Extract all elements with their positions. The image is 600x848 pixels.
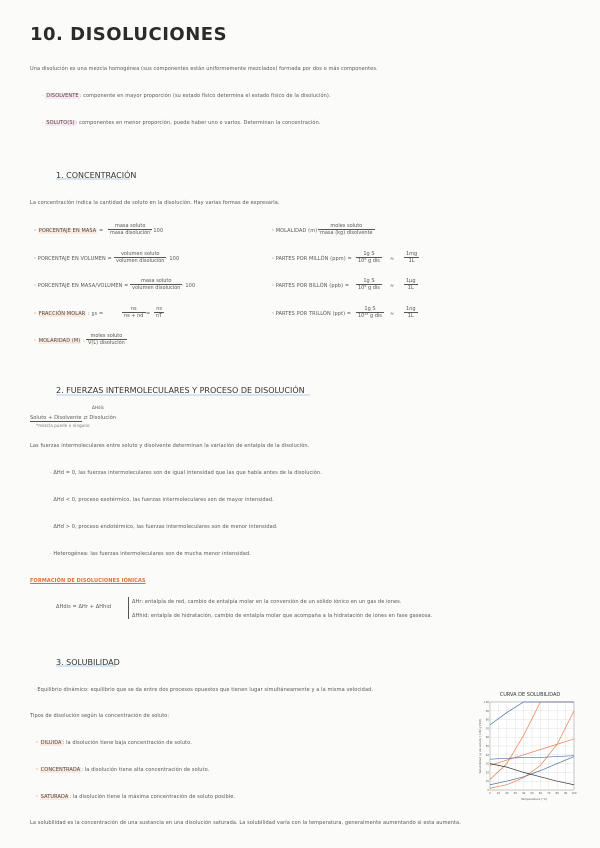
chart-xtick-label: 10 xyxy=(496,792,501,795)
ppb-fraction-2: 1µg 1L xyxy=(406,278,416,291)
equilibrio-line: · Equilibrio dinámico: equilibrio que se da entre dos procesos opuestos que tienen lugar simultáneamente y a la misma velocidad. xyxy=(34,687,374,693)
diluida-line: · DILUIDA: la disolución tiene baja concentración de soluto. xyxy=(36,740,192,746)
entalpia-bullet-2: · ΔHd < 0, proceso exotérmico, las fuerzas intermoleculares son de mayor intensidad. xyxy=(50,497,274,503)
chart-grid xyxy=(490,702,574,790)
chart-xtick-label: 50 xyxy=(530,792,534,795)
section2-title: 2. FUERZAS INTERMOLECULARES Y PROCESO DE DISOLUCIÓN xyxy=(56,386,305,395)
solutos-line xyxy=(42,120,321,126)
ppt-fraction-2: $\frac{1ng}{1L}$ xyxy=(406,306,416,319)
bullet-icon: · xyxy=(42,93,44,99)
porcentaje-volumen-mult: · 100 xyxy=(166,256,180,262)
chart-ytick-label: 70 xyxy=(485,727,489,731)
ppm-approx: ≈ xyxy=(390,256,395,262)
disolvente-label: DISOLVENTE xyxy=(46,93,79,99)
ppm-fraction-1: 1g S 10⁶ g dis xyxy=(358,251,380,264)
section1-title: 1. CONCENTRACIÓN xyxy=(56,171,137,180)
porcentaje-masa-fraction: masa soluto masa disolución xyxy=(110,223,151,236)
fraccion-molar-fraction-1: $\frac{ns}{ns + nd}$ xyxy=(124,306,144,319)
chart-xtick-label: 0 xyxy=(489,792,491,795)
chart-ytick-label: 60 xyxy=(485,736,489,740)
fraccion-molar-eq: = xyxy=(146,311,151,317)
section3-title: 3. SOLUBILIDAD xyxy=(56,658,120,667)
chart-ytick-label: 90 xyxy=(485,709,489,713)
chart-xlabel: Temperatura (°C) xyxy=(521,797,547,801)
entalpia-bullet-4: · Heterogénea: las fuerzas intermoleculares son de mucha menor intensidad. xyxy=(50,551,251,557)
chart-ytick-label: 100 xyxy=(484,701,489,704)
porcentaje-mv-mult: · 100 xyxy=(182,283,196,289)
ionicos-title: FORMACIÓN DE DISOLUCIONES IÓNICAS xyxy=(30,578,146,584)
chart-xtick-label: 40 xyxy=(521,792,526,795)
ionicos-equation: ΔHdis = ΔHr + ΔHhid xyxy=(56,604,112,610)
reaction-note: *mezcla puede o ninguno xyxy=(36,423,90,428)
porcentaje-volumen-fraction: volumen soluto volumen disolución xyxy=(116,251,165,264)
chart-xtick-label: 100 xyxy=(571,792,577,795)
ppt-fraction-1: 1g S 10¹² g dis xyxy=(358,306,382,319)
chart-ylabel: Solubilidad (g de soluto / 100 g H₂O) xyxy=(478,718,482,774)
ionicos-brace xyxy=(128,597,129,619)
chart-ytick-label: 80 xyxy=(485,718,489,722)
ionicos-def-1: ΔHr: entalpía de red, cambio de entalpía molar en la conversión de un sólido iónico en un gas de iones. xyxy=(132,599,402,605)
ppm-fraction-2: $\frac{1mg}{1L}$ xyxy=(406,251,418,264)
disolvente-text: : componente en mayor proporción (su estado físico determina el estado físico de la disolución). xyxy=(79,93,331,99)
molaridad-fraction: moles soluto V(L) disolución xyxy=(88,333,125,346)
concentrada-line: · CONCENTRADA: la disolución tiene alta concentración de soluto. xyxy=(36,767,210,773)
ppb-label: · PARTES POR BILLÓN (ppb) = xyxy=(272,283,350,289)
solutos-text: : componentes en menor proporción, puede haber uno o varios. Determinan la concentración. xyxy=(75,120,321,126)
ppt-approx: ≈ xyxy=(390,311,395,317)
chart-ytick-label: 50 xyxy=(485,745,489,748)
section1-intro: La concentración indica la cantidad de soluto en la disolución. Hay varias formas de expresarla. xyxy=(30,200,280,206)
chart-xtick-label: 80 xyxy=(555,792,559,795)
page-title: 10. DISOLUCIONES xyxy=(30,24,228,45)
reaction-equation: Soluto + Disolvente ⇄ Disolución xyxy=(30,415,117,421)
ionicos-def-2: ΔHhid: entalpía de hidratación, cambio de entalpía molar que acompaña a la hidratación de iones en fase gaseosa. xyxy=(132,613,433,619)
chart-ytick-label: 10 xyxy=(485,780,489,784)
equilibrium-arrow-icon: ⇄ xyxy=(83,415,88,421)
fraccion-molar-label: · FRACCIÓN MOLAR : χs = xyxy=(34,311,104,317)
reaction-top-label: ΔHdis xyxy=(92,405,104,410)
chart-ytick-label: 30 xyxy=(485,762,489,766)
solutos-label: SOLUTO(S) xyxy=(46,120,75,126)
chart-xtick-label: 20 xyxy=(505,792,509,795)
ppb-approx: ≈ xyxy=(390,283,395,289)
intro-text: Una disolución es una mezcla homogénea (sus componentes están uniformemente mezclados) formada por dos o más componentes. xyxy=(30,66,378,72)
molalidad-fraction: moles soluto masa (kg) disolvente xyxy=(320,223,373,236)
chart-xtick-label: 70 xyxy=(547,792,551,795)
porcentaje-volumen-label: · PORCENTAJE EN VOLUMEN = xyxy=(34,256,112,262)
molaridad-label: · MOLARIDAD (M) : xyxy=(34,338,85,344)
chart-xtick-label: 90 xyxy=(563,792,568,795)
ppm-label: · PARTES POR MILLÓN (ppm) = xyxy=(272,256,352,262)
porcentaje-mv-label: · PORCENTAJE EN MASA/VOLUMEN = xyxy=(34,283,129,289)
tipos-line: Tipos de disolución según la concentración de soluto: xyxy=(30,713,170,719)
chart-ytick-label: 0 xyxy=(487,789,489,792)
chart-ytick-label: 40 xyxy=(485,753,489,757)
ppb-fraction-1: 1g S 10⁹ g dis xyxy=(358,278,380,291)
molalidad-label: · MOLALIDAD (m) : xyxy=(272,228,321,234)
solubility-chart xyxy=(478,690,578,806)
fraccion-molar-fraction-2: $\frac{ns}{nT}$ xyxy=(156,306,163,319)
solubilidad-final: La solubilidad es la concentración de una sustancia en una disolución saturada. La solubilidad varía con la temperatura, generalmente aumentando si esta aumenta. xyxy=(30,820,461,826)
section2-intro: Las fuerzas intermoleculares entre soluto y disolvente determinan la variación de entalpía de la disolución. xyxy=(30,443,310,449)
porcentaje-masa-mult: · 100 xyxy=(150,228,164,234)
chart-ytick-label: 20 xyxy=(485,771,489,775)
porcentaje-mv-fraction: masa soluto volumen disolución xyxy=(132,278,181,291)
entalpia-bullet-1: · ΔHd = 0, las fuerzas intermoleculares son de igual intensidad que las que había antes de la disolución. xyxy=(50,470,322,476)
porcentaje-masa-label: · PORCENTAJE EN MASA = xyxy=(34,228,104,234)
bullet-icon: · xyxy=(42,120,44,126)
chart-title: CURVA DE SOLUBILIDAD xyxy=(499,692,561,698)
chart-xtick-label: 30 xyxy=(513,792,517,795)
chart-xtick-label: 60 xyxy=(538,792,543,795)
ppt-label: · PARTES POR TRILLÓN (ppt) = xyxy=(272,311,352,317)
solubility-chart-svg xyxy=(478,690,578,802)
disolvente-line xyxy=(42,93,331,99)
entalpia-bullet-3: · ΔHd > 0, proceso endotérmico, las fuerzas intermoleculares son de menor intensidad. xyxy=(50,524,278,530)
saturada-line: · SATURADA: la disolución tiene la máxima concentración de soluto posible. xyxy=(36,794,236,800)
